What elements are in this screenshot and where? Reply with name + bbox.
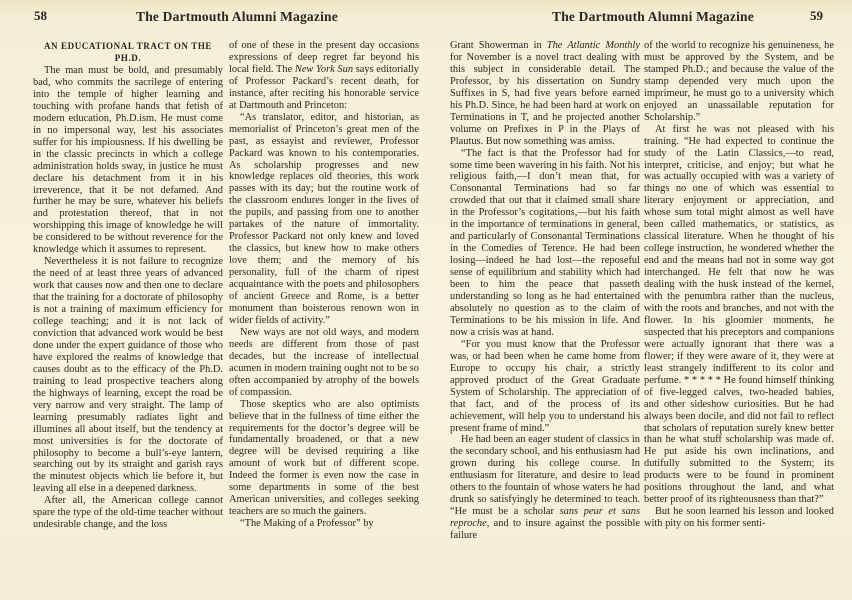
page-number: 59 (810, 8, 823, 23)
quote-paragraph: “For you must know that the Professor was, or had been when he came home from Europe to occupy his chair, a strictly approved product of the Great Graduate System of Scholarship. The appreciation of that fact, and of the process of its achievement, will help you to understand his present frame of mind.” (450, 338, 640, 434)
text: for November is a novel tract dealing with this subject in considerable detail. The Professor, by his dissertation on Sundry Suffixes in S, had five years before earned his Ph.D. Since, he had been hard at work on Terminations in T, and he projected another volume on Prefixes in P in the Plays of Plautus. But now something was amiss. (450, 51, 640, 147)
right-page (426, 0, 852, 600)
text: of one of these in the present day occasions expressions of deep regret far beyond his local field. The (229, 40, 419, 75)
quote-paragraph: “The fact is that the Professor had for some time been wavering in his faith. Not his religious faith,—I don’t mean that, for Consonantal Terminations had so far crowded that out that it claimed small share in the Professor’s cogitations,—but his faith in the importance of terminations in general, and particularly of Consonantal Terminations in the Comedies of Terence. He had been losing—indeed he had lost—the reposeful sense of equilibrium and stability which had been to him the peace that passeth understanding so long as he had entertained absolutely no question as to the claim of Terminations to be his mission in life. And now a crisis was at hand. (450, 147, 640, 338)
paragraph: New ways are not old ways, and modern needs are different from those of past decades, but the increase of intellectual acumen in modern training ought not to be so often accompanied by atrophy of the bowels of compassion. (229, 326, 419, 398)
italic-phrase: sans peur et sans reproche (450, 506, 641, 530)
page-number: 58 (34, 8, 47, 23)
paragraph: Those skeptics who are also optimists believe that in the fullness of time either the requirements for the doctor’s degree will be fundamentally broadened, or that a new degree will be devised requiring a like amount of work but of different scope. Indeed the former is even now the case in some departments in some of the best American universities, and colleges seeking teachers are so much the gainers. (229, 398, 419, 518)
text: He had been an eager student of classics in the secondary school, and his enthusiasm had grown during his college course. In enthusiasm for literature, and desire to lead others to the fountain of whose waters he had drunk so satisfyingly he determined to teach. “He must be a scholar (450, 434, 640, 518)
text: Grant Showerman in (450, 40, 547, 51)
italic-publication-title: The Atlantic Monthly (546, 40, 640, 51)
article-title (33, 40, 223, 64)
running-head: The Dartmouth Alumni Magazine (552, 9, 754, 24)
paragraph: Nevertheless it is not failure to recognize the need of at least three years of advanced work that causes now and then one to declare that the training for a doctorate of philosophy is not a training of maximum efficiency for college teaching; and it is not lack of conviction that advanced work would be best done under the expert guidance of those who have explored the realms of knowledge that causes doubt as to the efficacy of the Ph.D. training to lead prospective teachers along the highways of learning, except the road be very narrow and very straight. The lamp of learning presumably radiates light and illumines all about itself, but the tendency at most universities is for the doctorate of philosophy to become a bull’s-eye lantern, searching out by its straight and garish rays the minutest objects which lie before it, but leaving all else in a deepened darkness. (33, 256, 223, 495)
left-column-2 (229, 40, 419, 530)
paragraph: After all, the American college cannot spare the type of the old-time teacher without undesirable change, and the loss (33, 495, 223, 531)
left-column-1 (33, 40, 223, 531)
article-title-line-2: PH.D. (114, 53, 142, 63)
block-quote-paragraph: “As translator, editor, and historian, as memorialist of Princeton’s great men of the past, as essayist and reviewer, Professor Packard was known to his contemporaries. As scholarship progresses and new knowledge replaces old theories, this work passes with its day; but the routine work of the classroom endures longer in the lives of the pupils, and passing from one to another partakes of the nature of immortality. Professor Packard not only knew and loved the classics, but knew how to make others love them; and the memory of his personality, full of the charm of ripest acquaintance with the poets and philosophers of ancient Greece and Rome, is a better monument than boisterous renown won in wider fields of activity.” (229, 111, 419, 326)
text: , and to insure against the possible failure (450, 518, 640, 542)
text: says editorially of Professor Packard’s recent death, for instance, after reciting his honorable service at Dartmouth and Princeton: (229, 63, 420, 111)
right-column-1 (450, 40, 640, 542)
right-column-2 (644, 40, 834, 530)
paragraph: of the world to recognize his genuineness, he must be approved by the System, and be stamped Ph.D.; and because the value of the stamp depended very much upon the imprimeur, he must go to a university which enjoyed an unassailable reputation for Scholarship.” (644, 40, 834, 123)
article-title-line-1: AN EDUCATIONAL TRACT ON THE (43, 41, 213, 51)
running-head: The Dartmouth Alumni Magazine (136, 9, 338, 24)
paragraph: At first he was not pleased with his training. “He had expected to continue the study of the Latin Classics,—to read, interpret, criticise, and enjoy; but what he was actually occupied with was a variety of things no one of which was essential to literary enjoyment or appreciation, and whose sum total might almost as well have been called mathematics, or statistics, as classical literature. When he thought of his college instruction, he wondered whether the end and the means had not in some way got interchanged. He felt that now he was dealing with the husk instead of the kernel, with the penumbra rather than the nucleus, with the roots and branches, and not with the flower. In his gloomier moments, he suspected that his preceptors and companions were actually ignorant that there was a flower; if they were aware of it, they were at least strangely indifferent to its color and perfume. * * * * * He found himself thinking of five-legged calves, two-headed babies, and other sideshow curiosities. But he had always been docile, and did not fail to reflect that scholars of reputation surely knew better than he what stuff scholarship was made of. He put aside his own inclinations, and dutifully submitted to the System; its products were to be found in prominent positions throughout the land, and what better proof of its righteousness than that?” (644, 123, 834, 506)
paragraph: But he soon learned his lesson and looked with pity on his former senti- (644, 506, 834, 530)
paragraph: “The Making of a Professor” by (240, 518, 374, 530)
paragraph (450, 434, 640, 542)
paragraph (229, 40, 419, 112)
paragraph (450, 40, 640, 148)
italic-publication-title: New York Sun (294, 63, 354, 75)
paragraph: The man must be bold, and presumably bad, who commits the sacrilege of entering into the temple of higher learning and touching with profane hands that fetish of modern education, Ph.D.ism. He must come in no impersonal way, lest his associates suffer for his impiousness. If his dwelling be in the classic precincts in which a college administration holds sway, in justice he must declare his detachment from it in his irreverence, that it be not defamed. And further he may be sure, whatever his beliefs and protestation thereof, that in not worshipping this image of knowledge he will be considered to be without reverence for the knowledge which it assumes to represent. (33, 65, 223, 256)
